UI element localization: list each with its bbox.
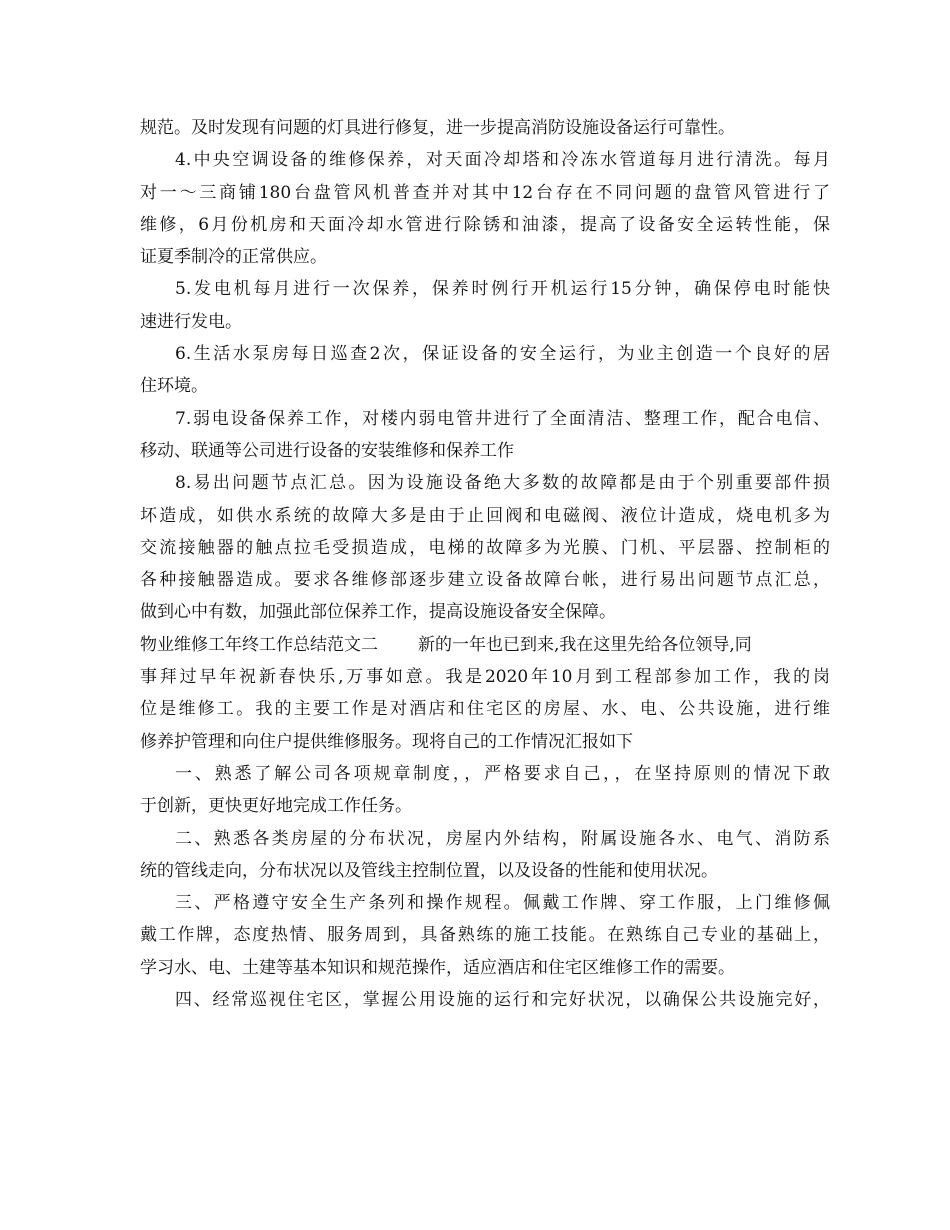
text-line: 坏造成，如供水系统的故障大多是由于止回阀和电磁阀、液位计造成，烧电机多为 [140, 505, 830, 526]
text-line: 一、熟悉了解公司各项规章制度，，严格要求自己，，在坚持原则的情况下敢 [175, 763, 830, 784]
text-line: 4.中央空调设备的维修保养，对天面冷却塔和冷冻水管道每月进行清洗。每月 [175, 150, 830, 171]
text-line: 证夏季制冷的正常供应。 [140, 247, 327, 268]
text-line: 维修，6月份机房和天面冷却水管进行除锈和油漆，提高了设备安全运转性能，保 [140, 214, 830, 235]
text-line: 位是维修工。我的主要工作是对酒店和住宅区的房屋、水、电、公共设施，进行维 [140, 699, 830, 720]
text-line: 对一～三商铺180台盘管风机普查并对其中12台存在不同问题的盘管风管进行了 [140, 182, 830, 203]
text-line: 5.发电机每月进行一次保养，保养时例行开机运行15分钟，确保停电时能快 [175, 279, 830, 300]
text-line: 修养护管理和向住户提供维修服务。现将自己的工作情况汇报如下 [140, 731, 633, 752]
text-line: 规范。及时发现有问题的灯具进行修复，进一步提高消防设施设备运行可靠性。 [140, 118, 735, 138]
section-intro: 新的一年也已到来,我在这里先给各位领导,同 [418, 634, 752, 655]
text-line: 戴工作牌，态度热情、服务周到，具备熟练的施工技能。在熟练自己专业的基础上， [140, 925, 830, 946]
section-heading-line [140, 629, 830, 661]
text-line: 四、经常巡视住宅区，掌握公用设施的运行和完好状况，以确保公共设施完好， [175, 990, 830, 1011]
text-line: 三、严格遵守安全生产条列和操作规程。佩戴工作牌、穿工作服，上门维修佩 [175, 893, 830, 914]
text-line: 事拜过早年祝新春快乐,万事如意。我是2020年10月到工程部参加工作，我的岗 [140, 667, 830, 688]
text-line: 住环境。 [140, 376, 208, 397]
text-line: 于创新，更快更好地完成工作任务。 [140, 796, 412, 817]
text-line: 学习水、电、土建等基本知识和规范操作，适应酒店和住宅区维修工作的需要。 [140, 957, 735, 978]
text-line: 7.弱电设备保养工作，对楼内弱电管井进行了全面清洁、整理工作，配合电信、 [175, 408, 830, 429]
text-line: 移动、联通等公司进行设备的安装维修和保养工作 [140, 440, 514, 461]
body-text [140, 112, 830, 1016]
text-line: 统的管线走向，分布状况以及管线主控制位置，以及设备的性能和使用状况。 [140, 860, 718, 881]
text-line: 做到心中有数，加强此部位保养工作，提高设施设备安全保障。 [140, 602, 616, 623]
text-line: 8.易出问题节点汇总。因为设施设备绝大多数的故障都是由于个别重要部件损 [175, 473, 830, 494]
text-line: 交流接触器的触点拉毛受损造成，电梯的故障多为光膜、门机、平层器、控制柜的 [140, 537, 830, 558]
text-line: 各种接触器造成。要求各维修部逐步建立设备故障台帐，进行易出问题节点汇总， [140, 570, 830, 591]
section-heading: 物业维修工年终工作总结范文二 [140, 634, 378, 655]
text-line: 二、熟悉各类房屋的分布状况，房屋内外结构，附属设施各水、电气、消防系 [175, 828, 830, 849]
text-line: 6.生活水泵房每日巡查2次，保证设备的安全运行，为业主创造一个良好的居 [175, 344, 830, 365]
text-line: 速进行发电。 [140, 311, 242, 332]
